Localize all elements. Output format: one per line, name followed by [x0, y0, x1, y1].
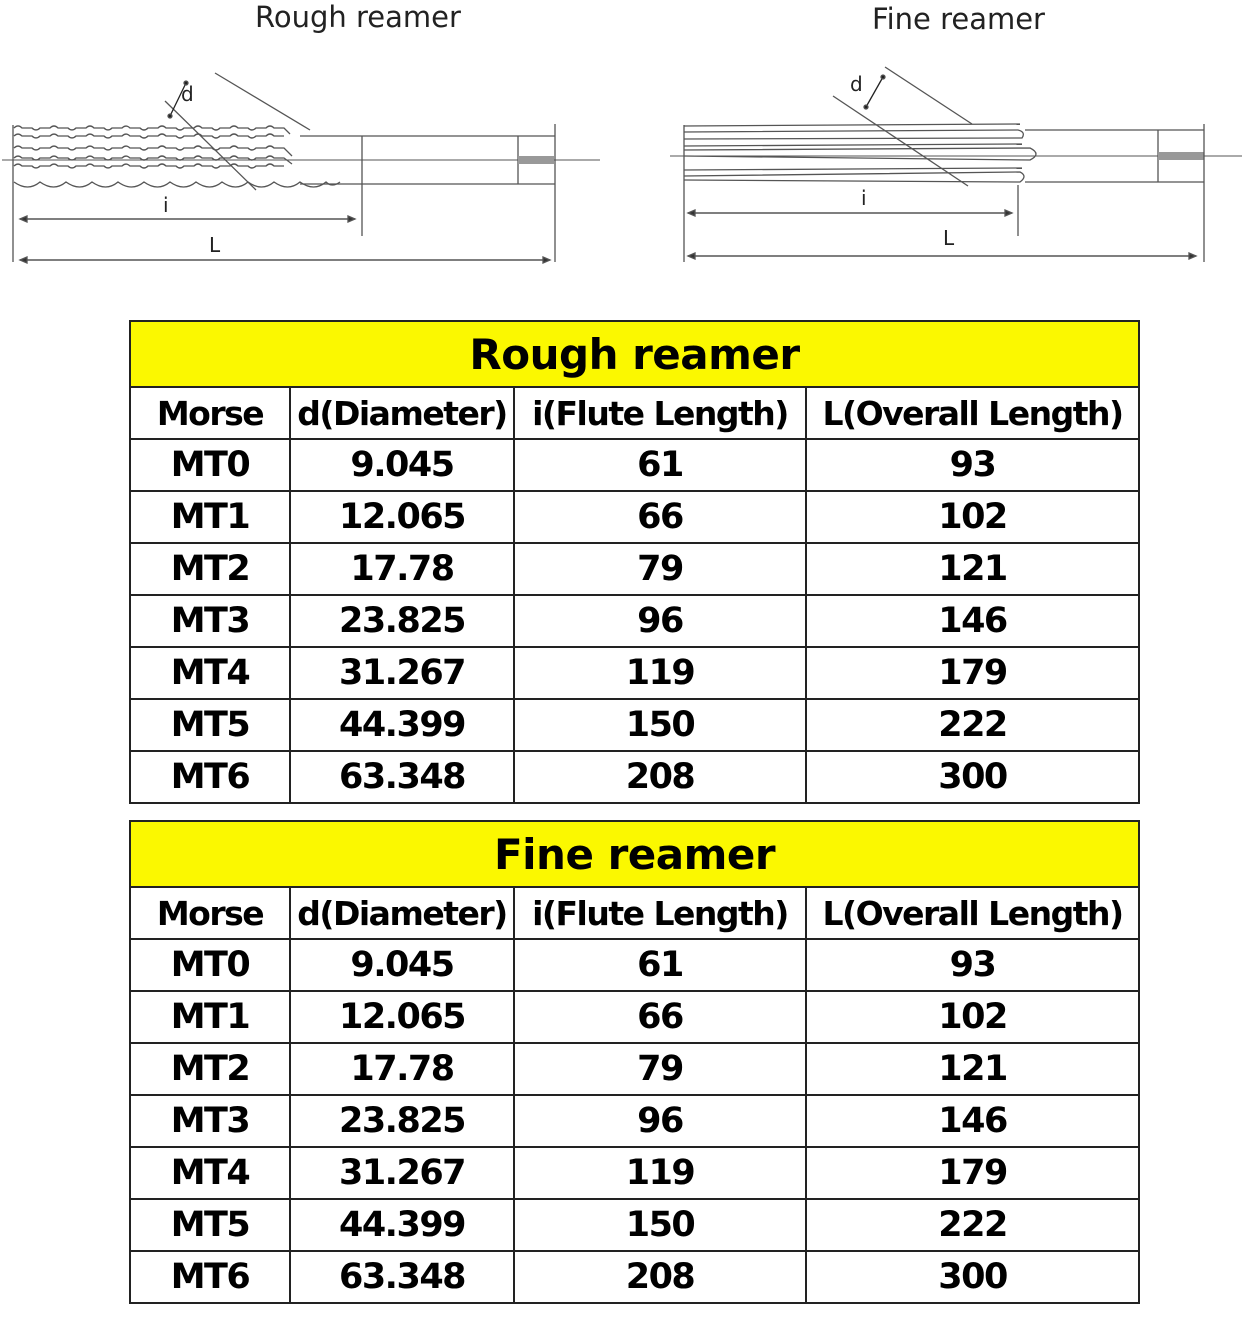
cell: 61 — [514, 439, 806, 491]
cell: 23.825 — [290, 1095, 514, 1147]
cell: 222 — [806, 699, 1139, 751]
column-header: L(Overall Length) — [806, 887, 1139, 939]
rough-reamer-drawing — [0, 0, 620, 280]
cell: MT0 — [130, 939, 290, 991]
cell: 121 — [806, 1043, 1139, 1095]
rough-d-label: d — [181, 82, 194, 106]
column-header: Morse — [130, 387, 290, 439]
column-header: i(Flute Length) — [514, 387, 806, 439]
fine-reamer-diagram-title: Fine reamer — [872, 2, 1045, 36]
cell: 63.348 — [290, 1251, 514, 1303]
cell: 208 — [514, 751, 806, 803]
cell: MT4 — [130, 1147, 290, 1199]
cell: 119 — [514, 647, 806, 699]
cell: 93 — [806, 439, 1139, 491]
cell: MT2 — [130, 1043, 290, 1095]
cell: 179 — [806, 1147, 1139, 1199]
rough-L-label: L — [209, 233, 221, 257]
cell: 96 — [514, 595, 806, 647]
cell: 9.045 — [290, 939, 514, 991]
cell: 146 — [806, 1095, 1139, 1147]
cell: 102 — [806, 491, 1139, 543]
table-title: Fine reamer — [130, 821, 1139, 887]
cell: 44.399 — [290, 1199, 514, 1251]
cell: MT5 — [130, 1199, 290, 1251]
cell: 66 — [514, 991, 806, 1043]
table-row — [130, 595, 1139, 647]
cell: 300 — [806, 1251, 1139, 1303]
column-header: Morse — [130, 887, 290, 939]
column-header: L(Overall Length) — [806, 387, 1139, 439]
cell: 9.045 — [290, 439, 514, 491]
cell: 17.78 — [290, 543, 514, 595]
table-row — [130, 751, 1139, 803]
cell: MT1 — [130, 991, 290, 1043]
cell: 66 — [514, 491, 806, 543]
cell: MT2 — [130, 543, 290, 595]
table-row — [130, 1199, 1139, 1251]
column-header: d(Diameter) — [290, 387, 514, 439]
table-row — [130, 699, 1139, 751]
table-row — [130, 1251, 1139, 1303]
column-header: i(Flute Length) — [514, 887, 806, 939]
cell: 93 — [806, 939, 1139, 991]
cell: MT3 — [130, 1095, 290, 1147]
cell: 96 — [514, 1095, 806, 1147]
table-row — [130, 647, 1139, 699]
cell: 44.399 — [290, 699, 514, 751]
cell: 79 — [514, 543, 806, 595]
table-row — [130, 939, 1139, 991]
cell: MT4 — [130, 647, 290, 699]
cell: MT6 — [130, 1251, 290, 1303]
cell: MT5 — [130, 699, 290, 751]
table-row — [130, 491, 1139, 543]
table-title: Rough reamer — [130, 321, 1139, 387]
table-row — [130, 1043, 1139, 1095]
cell: 179 — [806, 647, 1139, 699]
cell: 61 — [514, 939, 806, 991]
table-header-row — [130, 387, 1139, 439]
column-header: d(Diameter) — [290, 887, 514, 939]
fine-reamer-table — [129, 820, 1140, 1304]
cell: MT3 — [130, 595, 290, 647]
table-header-row — [130, 887, 1139, 939]
cell: 300 — [806, 751, 1139, 803]
cell: 63.348 — [290, 751, 514, 803]
cell: 119 — [514, 1147, 806, 1199]
fine-L-label: L — [943, 226, 955, 250]
cell: 150 — [514, 699, 806, 751]
cell: 208 — [514, 1251, 806, 1303]
table-row — [130, 991, 1139, 1043]
cell: 79 — [514, 1043, 806, 1095]
fine-d-label: d — [850, 72, 863, 96]
fine-i-label: i — [861, 186, 867, 210]
cell: 12.065 — [290, 491, 514, 543]
table-row — [130, 1095, 1139, 1147]
cell: 146 — [806, 595, 1139, 647]
rough-reamer-table — [129, 320, 1140, 804]
cell: 222 — [806, 1199, 1139, 1251]
cell: MT1 — [130, 491, 290, 543]
cell: 121 — [806, 543, 1139, 595]
cell: 17.78 — [290, 1043, 514, 1095]
table-row — [130, 439, 1139, 491]
cell: MT6 — [130, 751, 290, 803]
cell: 150 — [514, 1199, 806, 1251]
cell: MT0 — [130, 439, 290, 491]
table-row — [130, 1147, 1139, 1199]
rough-reamer-diagram — [0, 0, 620, 280]
rough-i-label: i — [163, 193, 169, 217]
table-row — [130, 543, 1139, 595]
cell: 31.267 — [290, 1147, 514, 1199]
cell: 12.065 — [290, 991, 514, 1043]
cell: 31.267 — [290, 647, 514, 699]
fine-reamer-diagram — [620, 0, 1248, 280]
rough-reamer-diagram-title: Rough reamer — [255, 0, 461, 34]
cell: 102 — [806, 991, 1139, 1043]
fine-reamer-drawing — [620, 0, 1248, 280]
cell: 23.825 — [290, 595, 514, 647]
